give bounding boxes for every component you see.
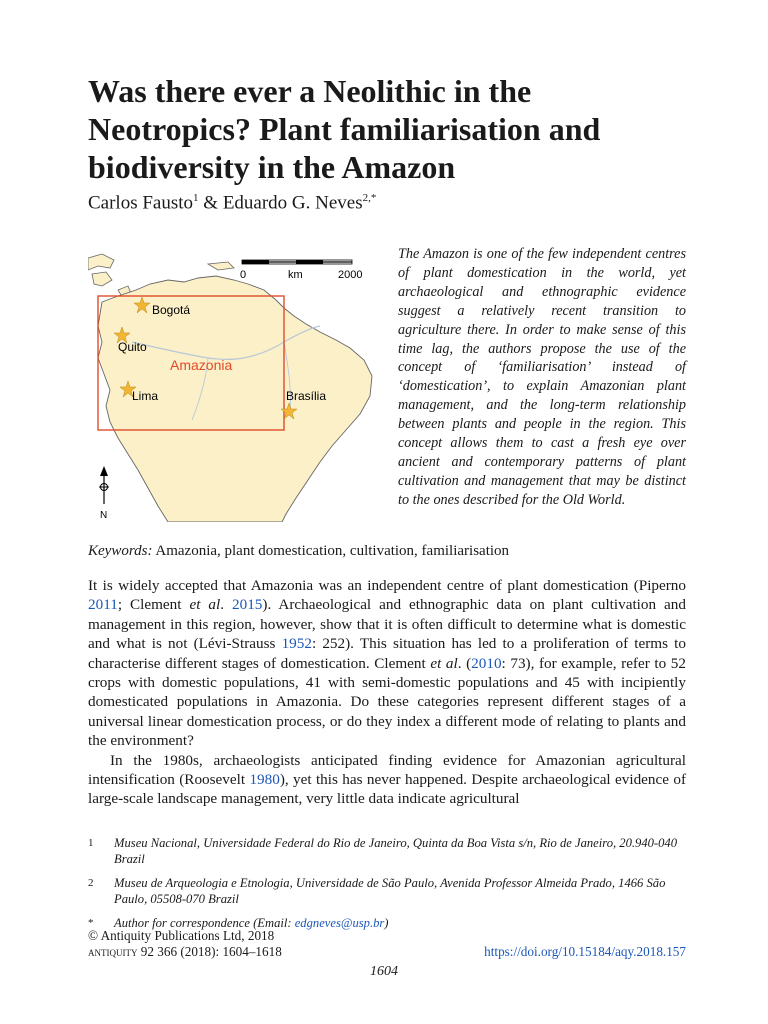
text-run: ). Archaeological and ethnographic data on plant cultivation and management in this region, however, show that it is often difficult to determine what is domestic and what is not (Lévi-Strauss xyxy=(88,596,686,653)
text-run: . xyxy=(220,596,233,614)
page-number: 1604 xyxy=(370,964,398,979)
city-label-bogota: Bogotá xyxy=(152,303,191,317)
footnote xyxy=(88,876,688,907)
author-line xyxy=(88,192,376,214)
text-run: ), yet this has never happened. Despite archaeological evidence of large-scale landscape management, very little data indicate agricultural xyxy=(88,771,687,808)
footnotes xyxy=(88,836,688,941)
citation-link[interactable]: 2010 xyxy=(471,654,502,672)
amazonia-map xyxy=(88,250,386,522)
city-label-lima: Lima xyxy=(132,389,159,403)
footnote-mark: * xyxy=(88,917,94,930)
city-label-quito: Quito xyxy=(118,340,147,354)
footnote-mark: 1 xyxy=(88,837,94,849)
footnote xyxy=(88,836,688,867)
article-title: Was there ever a Neolithic in the Neotropics? Plant familiarisation and biodiversity in the Amazon xyxy=(88,73,601,185)
citation-link[interactable]: 1980 xyxy=(249,771,280,789)
text-run: et al xyxy=(189,596,221,614)
author-joiner: & xyxy=(198,192,223,214)
article-body xyxy=(88,576,686,809)
journal-citation: antiquity 92 366 (2018): 1604–1618 xyxy=(88,944,282,959)
citation-link[interactable]: 1952 xyxy=(281,635,312,653)
keywords xyxy=(88,543,509,560)
doi-link[interactable]: https://doi.org/10.15184/aqy.2018.157 xyxy=(484,944,686,959)
citation-link[interactable]: 2011 xyxy=(88,596,118,614)
city-label-brasilia: Brasília xyxy=(286,389,327,403)
footnote-text: Museu Nacional, Universidade Federal do Rio de Janeiro, Quinta da Boa Vista s/n, Rio de Janeiro, 20.940-040 Brazil xyxy=(114,836,678,866)
text-run: et al xyxy=(430,654,458,672)
publication-info xyxy=(88,928,282,960)
scale-label-end: 2000 xyxy=(338,269,363,281)
footnote-text: Museu de Arqueologia e Etnologia, Universidade de São Paulo, Avenida Professor Almeida Prado, 1466 São Paulo, 05508-070 Brazil xyxy=(114,876,666,906)
author-name: Eduardo G. Neves xyxy=(222,192,363,214)
text-run: In the 1980s, archaeologists anticipated finding evidence for Amazonian agricultural intensification (Roosevelt xyxy=(88,751,686,789)
footnote-text-end: ) xyxy=(384,916,389,931)
north-label: N xyxy=(100,510,108,521)
text-run: ; Clement xyxy=(117,596,190,614)
footnote-mark: 2 xyxy=(88,877,94,890)
region-label: Amazonia xyxy=(170,357,233,373)
abstract: The Amazon is one of the few independent centres of plant domestication in the world, yet archaeological and ethnographic evidence suggest a relatively recent transition to agriculture there. In order to make sense of this time lag, the authors propose the use of the concept of ‘familiarisation’ instead of ‘domestication’, to explain Amazonian plant management, and the long-term relationship between plants and people in the region. This concept allows them to cast a fresh eye over ancient and contemporary patterns of plant cultivation and management that may be distinct to the ones described for the Old World. xyxy=(398,246,686,508)
text-run: : 73), for example, refer to 52 crops with domestic populations, 41 with semi-domestic populations and 45 with incipiently domesticated populations in Amazonia. Do these categories represent different stages of a universal linear domestication process, or do they index a different mode of relating to plants and the environment? xyxy=(88,654,686,750)
citation-link[interactable]: 2015 xyxy=(232,596,263,614)
keywords-label: Keywords: xyxy=(88,543,153,559)
keywords-text: Amazonia, plant domestication, cultivation, familiarisation xyxy=(152,543,510,559)
scale-label-start: 0 xyxy=(240,269,247,281)
text-run: : 252). This situation has led to a proliferation of terms to characterise different stages of domestication. Clement xyxy=(88,635,686,672)
copyright-line: © Antiquity Publications Ltd, 2018 xyxy=(88,928,275,943)
paragraph xyxy=(88,751,686,809)
affiliation-mark: 2,* xyxy=(362,192,377,204)
text-run: . ( xyxy=(457,654,472,672)
paragraph xyxy=(88,576,686,751)
email-link[interactable]: edgneves@usp.br xyxy=(294,916,385,931)
text-run: It is widely accepted that Amazonia was an independent centre of plant domestication (Piperno xyxy=(88,577,686,594)
author-name: Carlos Fausto xyxy=(88,192,194,214)
affiliation-mark: 1 xyxy=(193,192,199,204)
footnote-text: Author for correspondence (Email: xyxy=(114,916,295,931)
scale-label-unit: km xyxy=(288,269,303,281)
